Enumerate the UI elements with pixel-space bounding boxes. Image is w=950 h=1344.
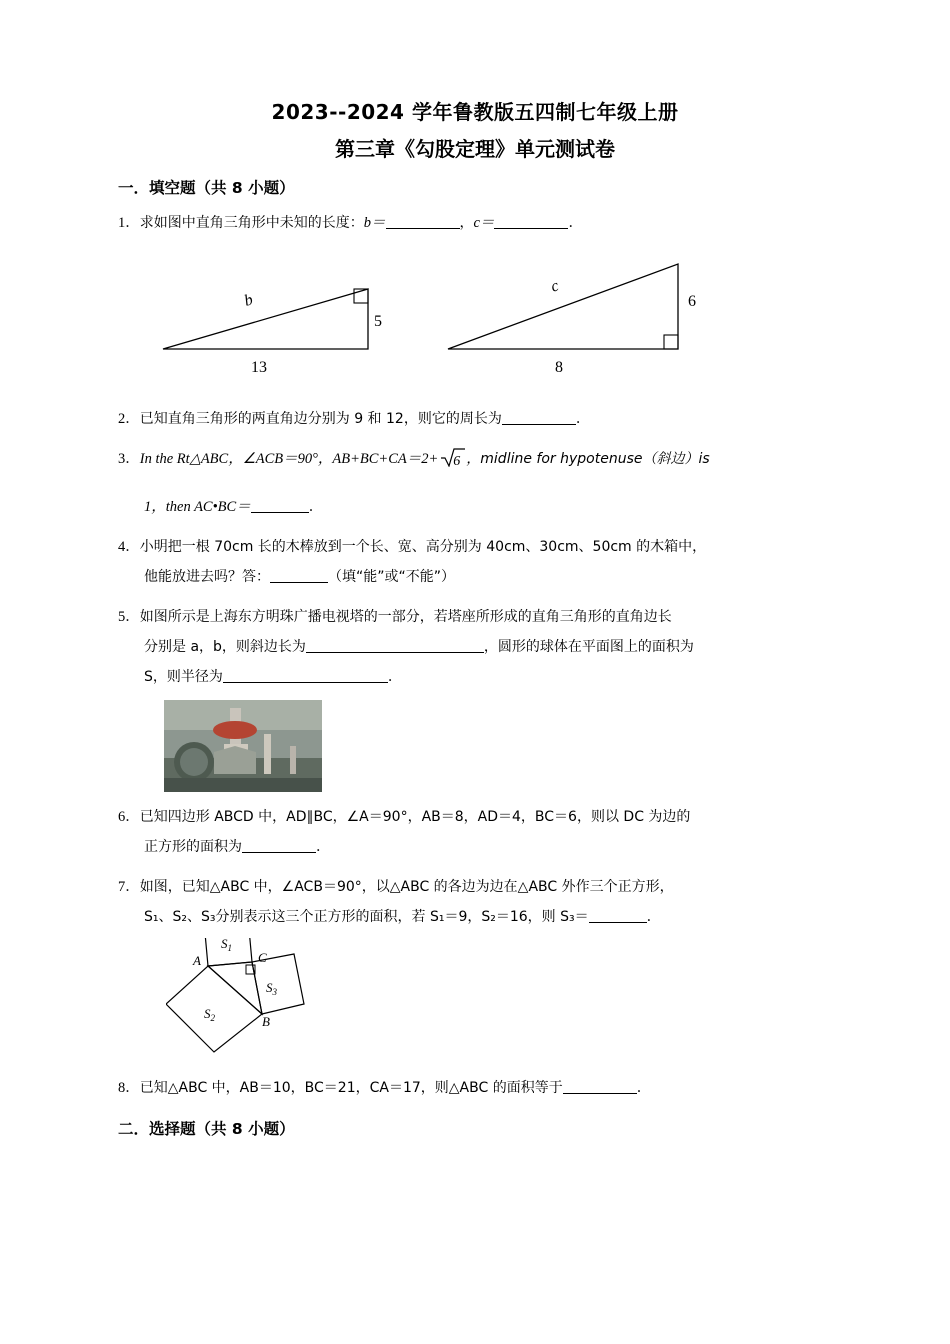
question-1-figures bbox=[118, 244, 832, 394]
question-7-number: 7． bbox=[118, 879, 140, 895]
label-5: 5 bbox=[374, 313, 382, 330]
section-heading-multiple-choice: 二．选择题（共 8 小题） bbox=[118, 1120, 295, 1138]
question-7-line2-b: ． bbox=[646, 909, 662, 925]
label-S2: $S_2$ bbox=[204, 1006, 215, 1023]
question-5-line2-a: 分别是 a，b，则斜边长为 bbox=[144, 639, 306, 655]
question-5-line2-b: ，圆形的球体在平面图上的面积为 bbox=[483, 639, 694, 655]
question-1-comma: ， bbox=[459, 215, 474, 231]
label-c: c bbox=[548, 277, 562, 296]
label-A: A bbox=[193, 953, 201, 968]
question-6-line2-a: 正方形的面积为 bbox=[144, 839, 242, 855]
question-3-line1-a: In the Rt△ABC，∠ACB＝90°，AB+BC+CA＝2+ bbox=[139, 451, 439, 467]
question-4-blank bbox=[270, 568, 328, 583]
question-3-line2-b: ． bbox=[308, 499, 324, 515]
question-6 bbox=[118, 802, 832, 832]
question-1-blank-b bbox=[386, 214, 460, 229]
question-2-blank bbox=[502, 410, 576, 425]
page-title-line2: 第三章《勾股定理》单元测试卷 bbox=[335, 137, 615, 161]
question-5 bbox=[118, 602, 832, 632]
question-1-text-a: 求如图中直角三角形中未知的长度： bbox=[139, 215, 364, 231]
question-8-text: 已知△ABC 中，AB＝10，BC＝21，CA＝17，则△ABC 的面积等于 bbox=[139, 1080, 563, 1096]
question-5-blank-1 bbox=[306, 638, 484, 653]
question-5-line1: 如图所示是上海东方明珠广播电视塔的一部分，若塔座所形成的直角三角形的直角边长 bbox=[139, 609, 672, 625]
label-6: 6 bbox=[688, 293, 696, 310]
question-8-blank bbox=[563, 1079, 637, 1094]
sqrt-symbol bbox=[438, 444, 466, 474]
question-7-line2 bbox=[118, 902, 832, 932]
label-13: 13 bbox=[251, 359, 267, 376]
question-3 bbox=[118, 444, 832, 474]
question-7-line1: 如图，已知△ABC 中，∠ACB＝90°，以△ABC 的各边为边在△ABC 外作三个正方形， bbox=[139, 879, 674, 895]
question-4-number: 4． bbox=[118, 539, 140, 555]
question-1 bbox=[118, 208, 832, 238]
question-5-line3 bbox=[118, 662, 832, 692]
question-3-blank bbox=[251, 498, 309, 513]
question-8 bbox=[118, 1073, 832, 1103]
question-6-blank bbox=[242, 838, 316, 853]
question-5-blank-2 bbox=[223, 668, 388, 683]
question-6-line1: 已知四边形 ABCD 中，AD∥BC，∠A＝90°，AB＝8，AD＝4，BC＝6，则以 DC 为边的 bbox=[139, 809, 691, 825]
question-8-number: 8． bbox=[118, 1080, 140, 1096]
question-1-text-d: c＝ bbox=[473, 215, 495, 231]
question-2-number: 2． bbox=[118, 411, 140, 427]
label-S1: $S_1$ bbox=[221, 938, 232, 953]
oriental-pearl-tower-photo bbox=[164, 700, 322, 792]
question-1-text-b: b＝ bbox=[363, 215, 386, 231]
question-1-period: ． bbox=[568, 215, 583, 231]
question-6-line2-b: ． bbox=[316, 839, 331, 855]
section-heading-fill-in-blank: 一．填空题（共 8 小题） bbox=[118, 179, 295, 197]
question-7 bbox=[118, 872, 832, 902]
question-5-line3-a: S，则半径为 bbox=[144, 669, 223, 685]
question-4-line2-b: （填“能”或“不能”） bbox=[328, 569, 456, 585]
tower-photo-svg bbox=[164, 700, 322, 792]
label-C: C bbox=[258, 950, 267, 965]
question-1-number: 1． bbox=[118, 215, 140, 231]
question-3-radicand: 6 bbox=[453, 454, 461, 469]
question-5-number: 5． bbox=[118, 609, 140, 625]
label-B: B bbox=[262, 1014, 270, 1029]
question-4-line2 bbox=[118, 562, 832, 592]
question-4-line1: 小明把一根 70cm 长的木棒放到一个长、宽、高分别为 40cm、30cm、50cm 的木箱中， bbox=[139, 539, 707, 555]
question-6-number: 6． bbox=[118, 809, 140, 825]
question-5-line3-b: ． bbox=[387, 669, 403, 685]
label-b: b bbox=[242, 291, 255, 310]
question-2 bbox=[118, 404, 832, 434]
page-title-line1: 2023--2024 学年鲁教版五四制七年级上册 bbox=[271, 100, 679, 124]
question-2-text: 已知直角三角形的两直角边分别为 9 和 12，则它的周长为 bbox=[139, 411, 502, 427]
question-3-line2-a: 1，then AC•BC＝ bbox=[144, 499, 251, 515]
right-triangle-figures-svg bbox=[118, 244, 778, 389]
question-3-line1-b: ，midline for hypotenuse（斜边）is bbox=[466, 451, 710, 467]
question-3-line2 bbox=[118, 492, 832, 522]
question-6-line2 bbox=[118, 832, 832, 862]
three-squares-figure-svg bbox=[166, 938, 466, 1058]
question-7-figure bbox=[118, 938, 832, 1063]
question-1-blank-c bbox=[494, 214, 568, 229]
label-8: 8 bbox=[555, 359, 563, 376]
question-4-line2-a: 他能放进去吗？答： bbox=[144, 569, 270, 585]
question-5-line2 bbox=[118, 632, 832, 662]
label-S3: $S_3$ bbox=[266, 980, 277, 997]
question-3-number: 3． bbox=[118, 451, 140, 467]
question-2-period: ． bbox=[575, 411, 591, 427]
question-7-blank bbox=[589, 908, 647, 923]
question-4 bbox=[118, 532, 832, 562]
question-8-period: ． bbox=[636, 1080, 652, 1096]
question-7-line2-a: S₁、S₂、S₃分别表示这三个正方形的面积，若 S₁＝9，S₂＝16，则 S₃＝ bbox=[144, 909, 589, 925]
